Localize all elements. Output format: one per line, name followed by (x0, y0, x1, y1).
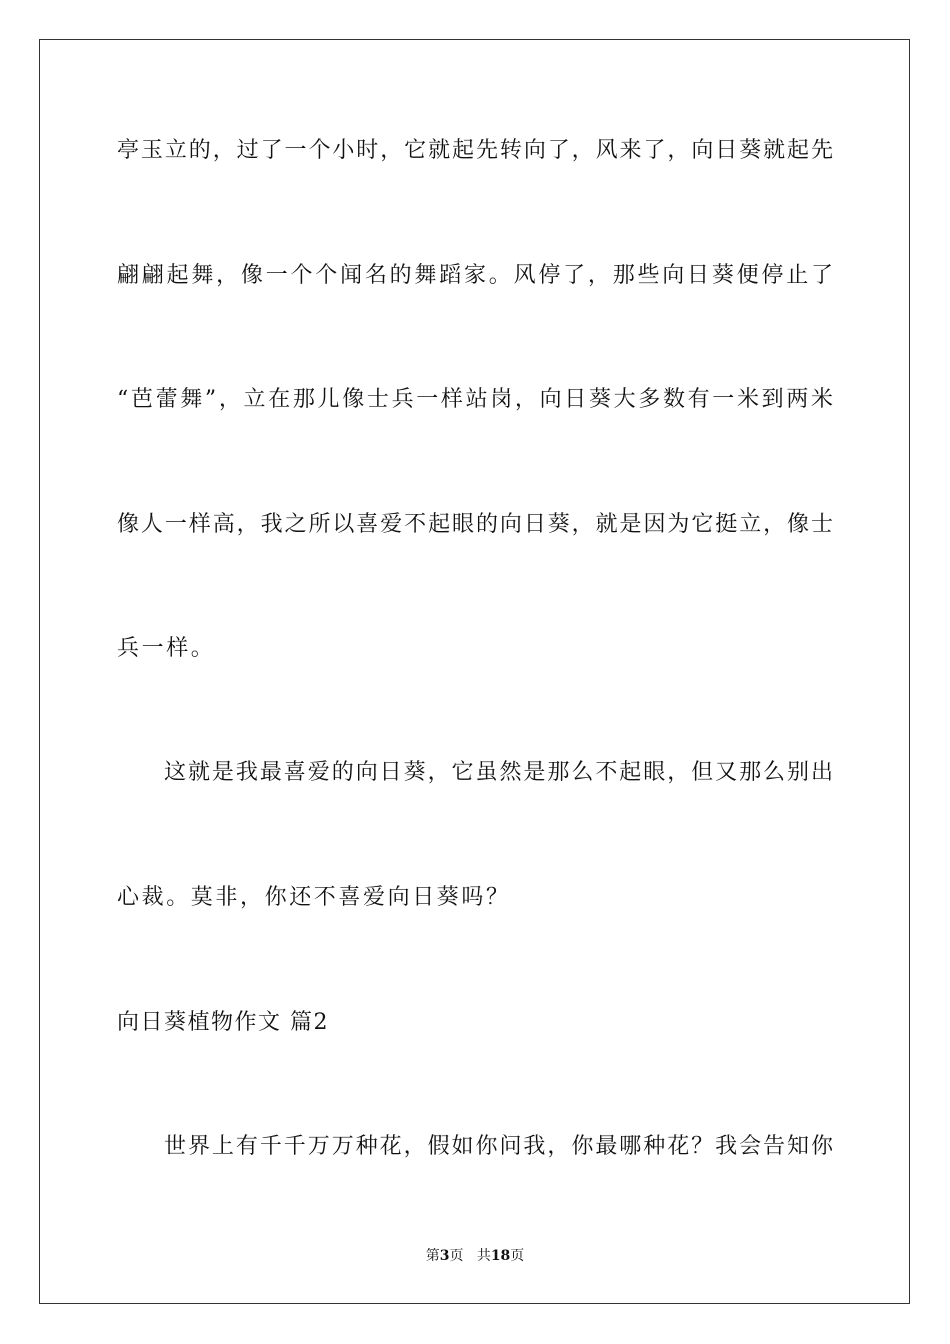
paragraph-line-5: 兵一样。 (117, 636, 216, 661)
footer-total-pages: 18 (490, 1248, 511, 1264)
footer-page-suffix: 页 (449, 1248, 464, 1264)
paragraph-line-2: 翩翩起舞，像一个个闻名的舞蹈家。风停了，那些向日葵便停止了 (117, 263, 833, 288)
page-frame (39, 39, 910, 1304)
closing-line-2: 心裁。莫非，你还不喜爱向日葵吗？ (117, 885, 511, 910)
footer-page-prefix: 第 (425, 1248, 440, 1264)
paragraph-line-4: 像人一样高，我之所以喜爱不起眼的向日葵，就是因为它挺立，像士 (117, 512, 833, 537)
footer-page-number: 3 (439, 1248, 450, 1264)
footer-total-suffix: 页 (510, 1248, 525, 1264)
footer-total-prefix: 共 (476, 1248, 491, 1264)
paragraph-line-3: “芭蕾舞”，立在那儿像士兵一样站岗，向日葵大多数有一米到两米 (117, 387, 833, 412)
section-heading: 向日葵植物作文 篇2 (117, 1010, 329, 1035)
page-footer (0, 1246, 950, 1266)
paragraph-line-1: 亭玉立的，过了一个小时，它就起先转向了，风来了，向日葵就起先 (117, 138, 833, 163)
next-paragraph-line-1: 世界上有千千万万种花，假如你问我，你最哪种花？我会告知你 (164, 1134, 833, 1159)
closing-line-1: 这就是我最喜爱的向日葵，它虽然是那么不起眼，但又那么别出 (164, 760, 833, 785)
